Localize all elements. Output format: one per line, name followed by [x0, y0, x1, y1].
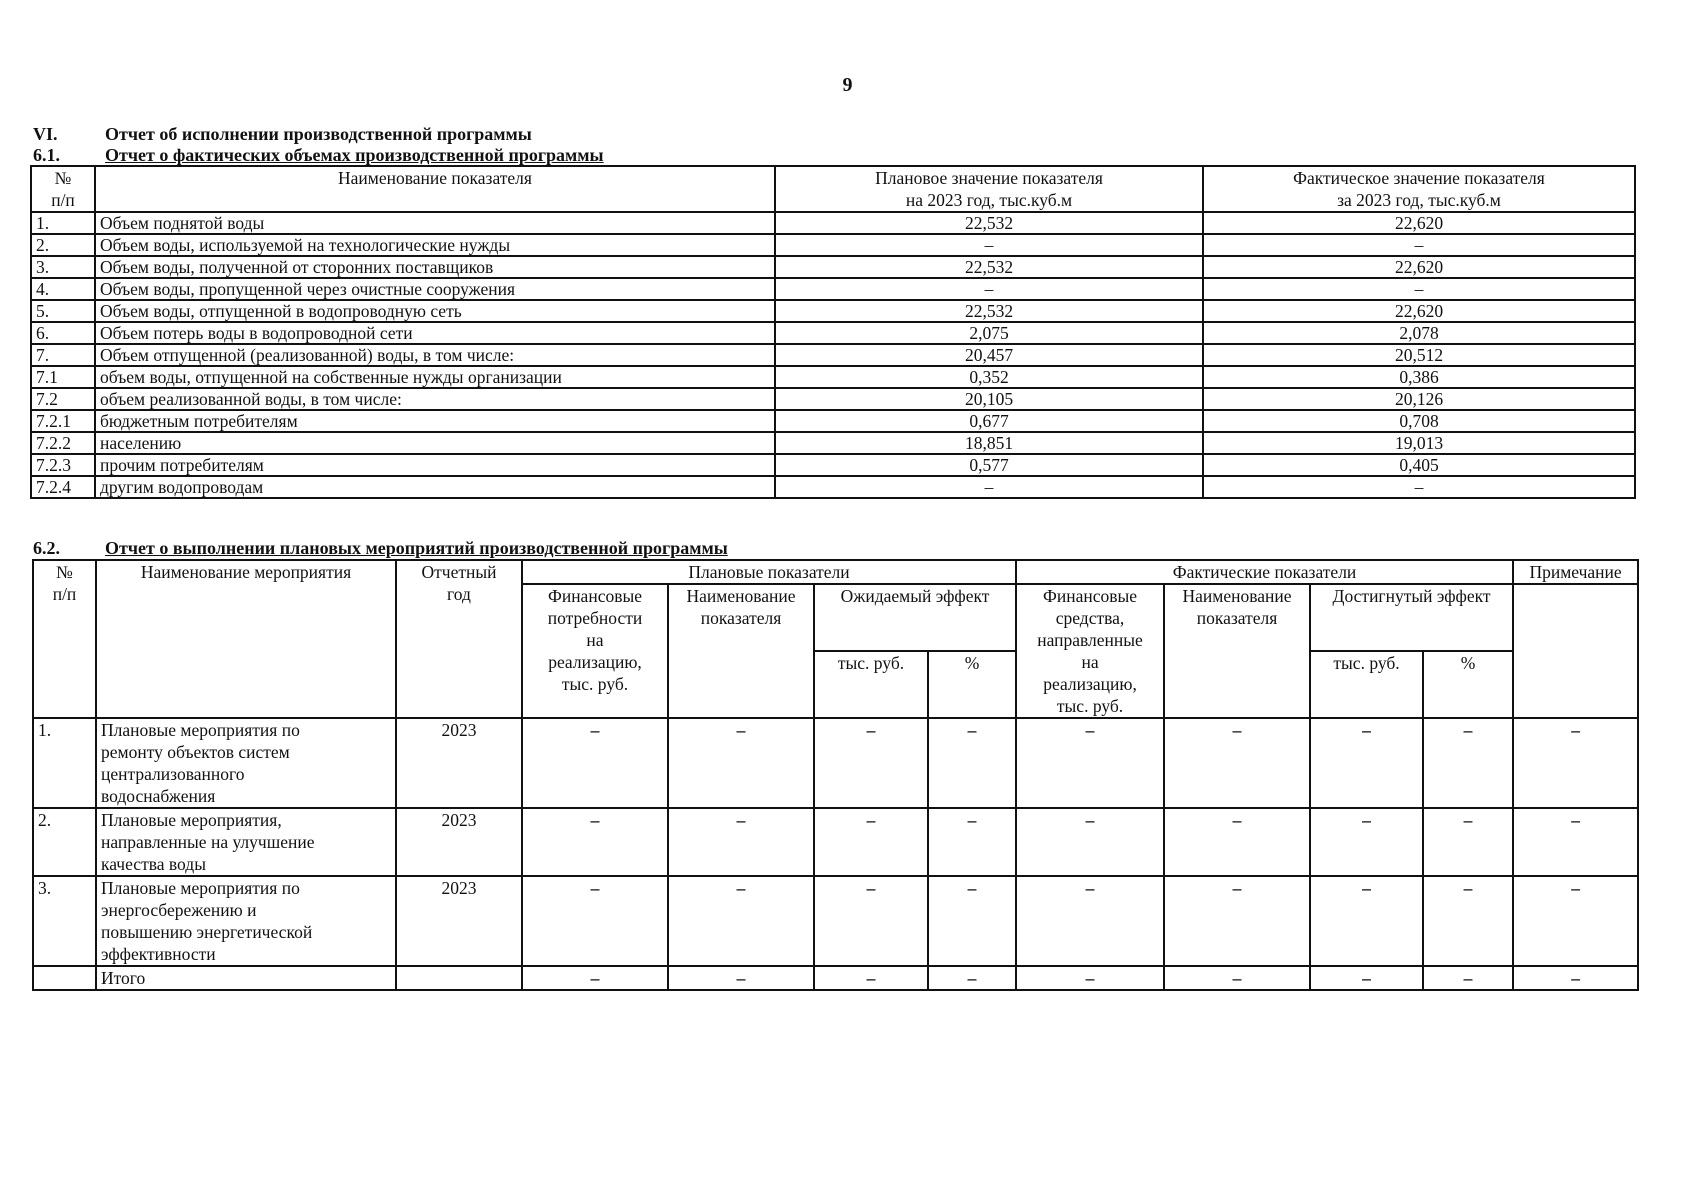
table-header-row: [33, 560, 1638, 584]
section-title: Отчет об исполнении производственной программы: [105, 124, 532, 144]
col-header-fact-group: [1016, 560, 1513, 584]
col-header-plan: [775, 166, 1203, 212]
cell-name: объем воды, отпущенной на собственные нужды организации: [95, 366, 775, 388]
cell-value: –: [1423, 718, 1513, 808]
col-header-note: [1513, 560, 1638, 584]
table-row: [31, 454, 1635, 476]
cell-value: –: [928, 718, 1016, 808]
header-line: на: [586, 630, 604, 650]
cell-num: [33, 966, 96, 990]
col-header-num: [31, 166, 95, 212]
cell-name: Объем воды, пропущенной через очистные сооружения: [95, 278, 775, 300]
col-header-fact-rub: [1310, 651, 1423, 718]
cell-num: 6.: [31, 322, 95, 344]
section-number: 6.1.: [33, 145, 60, 165]
section-heading-6-1: [33, 145, 604, 166]
col-header-fact: [1203, 166, 1635, 212]
cell-line: Плановые мероприятия по: [101, 720, 300, 740]
cell-fact: 22,620: [1203, 212, 1635, 234]
col-header-plan-pct: [928, 651, 1016, 718]
header-line: показателя: [700, 608, 782, 628]
cell-name: [96, 808, 396, 876]
cell-value: –: [668, 876, 814, 966]
header-line: Фактические показатели: [1172, 562, 1357, 582]
col-header-plan-effect: [814, 584, 1016, 651]
cell-value: –: [668, 966, 814, 990]
cell-plan: 22,532: [775, 300, 1203, 322]
header-line: тыс. руб.: [1056, 696, 1124, 716]
cell-plan: 20,457: [775, 344, 1203, 366]
cell-name: Объем воды, отпущенной в водопроводную сеть: [95, 300, 775, 322]
cell-num: 7.2.2: [31, 432, 95, 454]
cell-value: –: [1310, 966, 1423, 990]
cell-total-label: Итого: [96, 966, 396, 990]
cell-value: –: [668, 718, 814, 808]
cell-plan: 0,577: [775, 454, 1203, 476]
cell-name: Объем воды, полученной от сторонних поставщиков: [95, 256, 775, 278]
cell-value: –: [1310, 808, 1423, 876]
cell-value: –: [1513, 808, 1638, 876]
header-line: Финансовые: [1043, 586, 1138, 606]
cell-value: –: [522, 718, 668, 808]
cell-num: 1.: [33, 718, 96, 808]
cell-line: Плановые мероприятия,: [101, 810, 282, 830]
col-header-note-empty: [1513, 584, 1638, 718]
cell-num: 7.: [31, 344, 95, 366]
header-line: п/п: [51, 190, 75, 210]
cell-plan: 20,105: [775, 388, 1203, 410]
cell-plan: 2,075: [775, 322, 1203, 344]
cell-value: –: [1164, 718, 1310, 808]
cell-fact: 0,708: [1203, 410, 1635, 432]
cell-num: 3.: [31, 256, 95, 278]
table-row: [31, 256, 1635, 278]
cell-value: –: [814, 718, 928, 808]
header-line: на 2023 год, тыс.куб.м: [905, 190, 1073, 210]
cell-line: водоснабжения: [101, 786, 216, 806]
header-line: Наименование мероприятия: [140, 562, 352, 582]
header-line: средства,: [1055, 608, 1125, 628]
cell-plan: –: [775, 278, 1203, 300]
header-line: на: [1081, 652, 1099, 672]
cell-name: другим водопроводам: [95, 476, 775, 498]
table-row: [33, 718, 1638, 808]
cell-value: –: [668, 808, 814, 876]
cell-line: энергосбережению и: [101, 900, 257, 920]
cell-plan: –: [775, 234, 1203, 256]
header-line: тыс. руб.: [1333, 653, 1400, 673]
cell-plan: –: [775, 476, 1203, 498]
col-header-name: [95, 166, 775, 212]
table-row: [31, 410, 1635, 432]
header-line: %: [964, 653, 980, 673]
cell-name: [96, 718, 396, 808]
cell-num: 2.: [33, 808, 96, 876]
header-line: за 2023 год, тыс.куб.м: [1337, 190, 1501, 210]
header-line: тыс. руб.: [837, 653, 905, 673]
header-line: направленные: [1037, 630, 1143, 650]
table-body: [31, 212, 1635, 498]
table-row: [31, 432, 1635, 454]
cell-value: –: [522, 966, 668, 990]
cell-line: качества воды: [101, 854, 206, 874]
cell-plan: 22,532: [775, 212, 1203, 234]
cell-line: повышению энергетической: [101, 922, 313, 942]
cell-fact: 20,512: [1203, 344, 1635, 366]
header-line: реализацию,: [1043, 674, 1137, 694]
col-header-fact-pct: [1423, 651, 1513, 718]
header-line: Наименование: [1182, 586, 1292, 606]
cell-value: –: [1016, 718, 1164, 808]
cell-plan: 0,352: [775, 366, 1203, 388]
header-line: Плановые показатели: [688, 562, 850, 582]
cell-fact: 2,078: [1203, 322, 1635, 344]
cell-num: 7.2: [31, 388, 95, 410]
cell-value: –: [1310, 718, 1423, 808]
table-row: [31, 322, 1635, 344]
header-line: Ожидаемый эффект: [840, 586, 990, 606]
col-header-fact-fin: [1016, 584, 1164, 718]
header-line: №: [54, 168, 72, 188]
cell-fact: 0,405: [1203, 454, 1635, 476]
cell-value: –: [1513, 876, 1638, 966]
cell-name: Объем потерь воды в водопроводной сети: [95, 322, 775, 344]
cell-line: Плановые мероприятия по: [101, 878, 300, 898]
header-line: п/п: [52, 584, 77, 604]
header-line: реализацию,: [548, 652, 642, 672]
cell-value: –: [522, 808, 668, 876]
section-title: Отчет о фактических объемах производственной программы: [105, 145, 604, 165]
cell-num: 7.2.4: [31, 476, 95, 498]
cell-name: прочим потребителям: [95, 454, 775, 476]
cell-value: –: [1310, 876, 1423, 966]
section-number: 6.2.: [33, 538, 60, 558]
header-line: Наименование показателя: [338, 168, 532, 188]
cell-fact: 20,126: [1203, 388, 1635, 410]
section-title: Отчет о выполнении плановых мероприятий производственной программы: [105, 538, 728, 558]
cell-value: –: [1423, 966, 1513, 990]
cell-value: –: [522, 876, 668, 966]
cell-name: Объем отпущенной (реализованной) воды, в том числе:: [95, 344, 775, 366]
cell-value: –: [1164, 808, 1310, 876]
page-number: 9: [842, 74, 853, 96]
col-header-plan-group: [522, 560, 1016, 584]
table-row: [31, 212, 1635, 234]
col-header-fact-ind: [1164, 584, 1310, 718]
cell-name: объем реализованной воды, в том числе:: [95, 388, 775, 410]
header-line: Плановое значение показателя: [875, 168, 1103, 188]
section-heading-6-2: [33, 538, 728, 559]
cell-num: 5.: [31, 300, 95, 322]
header-line: Фактическое значение показателя: [1293, 168, 1545, 188]
cell-num: 1.: [31, 212, 95, 234]
table-row: [33, 876, 1638, 966]
cell-line: эффективности: [101, 944, 216, 964]
cell-plan: 18,851: [775, 432, 1203, 454]
cell-num: 7.2.1: [31, 410, 95, 432]
col-header-fact-effect: [1310, 584, 1513, 651]
cell-value: –: [928, 808, 1016, 876]
cell-value: –: [928, 966, 1016, 990]
header-line: Финансовые: [548, 586, 642, 606]
section-number: VI.: [33, 124, 58, 144]
header-line: тыс. руб.: [561, 674, 629, 694]
cell-name: населению: [95, 432, 775, 454]
cell-value: –: [1016, 876, 1164, 966]
production-volumes-table: [30, 165, 1636, 499]
cell-plan: 0,677: [775, 410, 1203, 432]
table-row: [31, 388, 1635, 410]
header-line: год: [447, 584, 471, 604]
col-header-year: [396, 560, 522, 718]
cell-value: –: [814, 966, 928, 990]
cell-num: 3.: [33, 876, 96, 966]
cell-fact: 22,620: [1203, 300, 1635, 322]
cell-value: –: [1016, 966, 1164, 990]
cell-name: Объем поднятой воды: [95, 212, 775, 234]
cell-value: –: [1164, 876, 1310, 966]
planned-activities-table: [32, 559, 1639, 991]
table-row: [31, 234, 1635, 256]
cell-value: –: [814, 876, 928, 966]
cell-plan: 22,532: [775, 256, 1203, 278]
cell-num: 2.: [31, 234, 95, 256]
header-line: Достигнутый эффект: [1332, 586, 1491, 606]
cell-line: направленные на улучшение: [101, 832, 315, 852]
col-header-num: [33, 560, 96, 718]
col-header-plan-fin: [522, 584, 668, 718]
cell-fact: 19,013: [1203, 432, 1635, 454]
cell-fact: –: [1203, 476, 1635, 498]
cell-name: Объем воды, используемой на технологические нужды: [95, 234, 775, 256]
table-row: [31, 344, 1635, 366]
cell-value: –: [1423, 808, 1513, 876]
cell-year: 2023: [396, 876, 522, 966]
header-line: №: [56, 562, 73, 582]
header-line: Примечание: [1529, 562, 1622, 582]
section-heading-vi: [33, 124, 532, 145]
header-line: %: [1460, 653, 1476, 673]
cell-num: 7.2.3: [31, 454, 95, 476]
table-row: [33, 808, 1638, 876]
col-header-name: [96, 560, 396, 718]
cell-year: 2023: [396, 718, 522, 808]
header-line: показателя: [1196, 608, 1278, 628]
cell-num: 4.: [31, 278, 95, 300]
cell-value: –: [1423, 876, 1513, 966]
table-row: [31, 476, 1635, 498]
table-row: [31, 300, 1635, 322]
header-line: потребности: [547, 608, 643, 628]
table-body: [33, 718, 1638, 990]
cell-line: централизованного: [101, 764, 245, 784]
cell-year: [396, 966, 522, 990]
cell-fact: –: [1203, 278, 1635, 300]
col-header-plan-ind: [668, 584, 814, 718]
header-line: Наименование: [686, 586, 796, 606]
cell-value: –: [1513, 718, 1638, 808]
table-header-row: [31, 166, 1635, 212]
table-row: [31, 366, 1635, 388]
table-row: [31, 278, 1635, 300]
cell-value: –: [814, 808, 928, 876]
cell-value: –: [1513, 966, 1638, 990]
cell-num: 7.1: [31, 366, 95, 388]
cell-name: [96, 876, 396, 966]
cell-value: –: [1164, 966, 1310, 990]
cell-line: ремонту объектов систем: [101, 742, 290, 762]
cell-name: бюджетным потребителям: [95, 410, 775, 432]
cell-value: –: [1016, 808, 1164, 876]
col-header-plan-rub: [814, 651, 928, 718]
total-row: [33, 966, 1638, 990]
cell-fact: 0,386: [1203, 366, 1635, 388]
cell-fact: –: [1203, 234, 1635, 256]
header-line: Отчетный: [421, 562, 497, 582]
cell-year: 2023: [396, 808, 522, 876]
cell-value: –: [928, 876, 1016, 966]
cell-fact: 22,620: [1203, 256, 1635, 278]
